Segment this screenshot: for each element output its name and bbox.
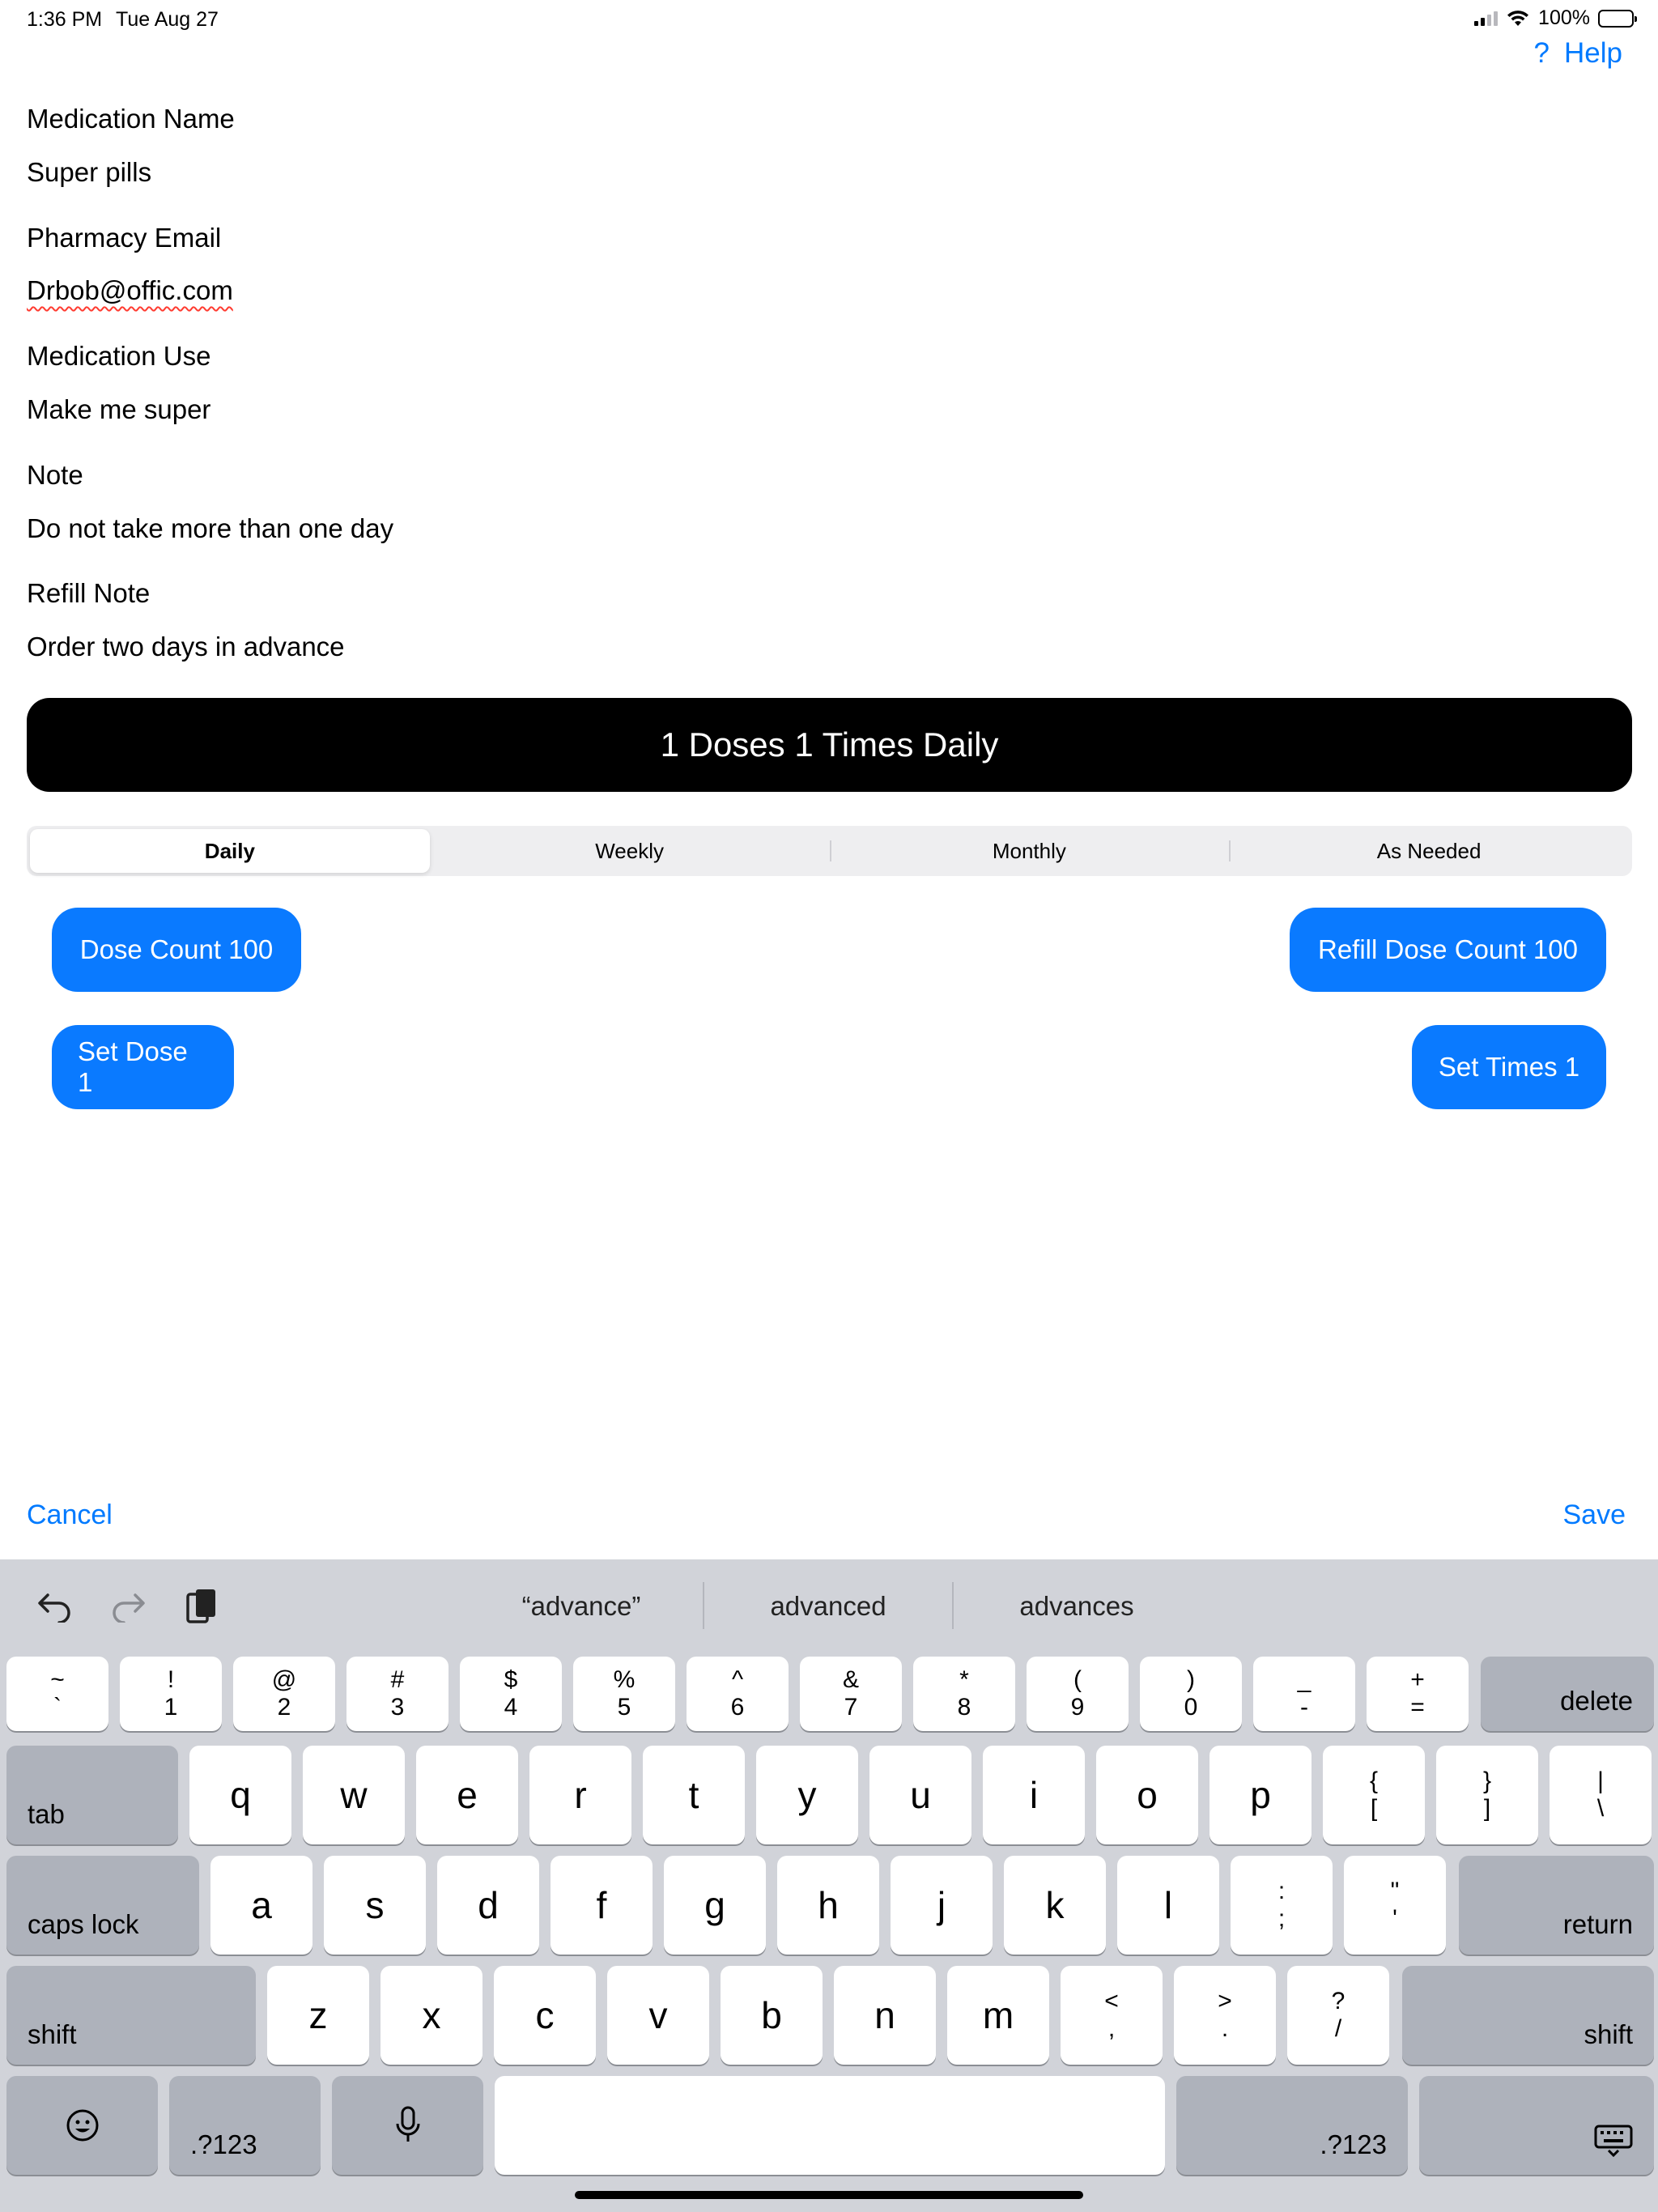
key-symbol-z-0[interactable] — [1061, 1966, 1163, 2065]
key-number-9[interactable] — [1027, 1657, 1129, 1731]
help-button[interactable] — [1534, 37, 1622, 70]
key-number-10[interactable] — [1140, 1657, 1242, 1731]
key-w[interactable] — [303, 1746, 405, 1844]
key-number-0-label: ` — [53, 1694, 62, 1721]
key-u-label: u — [910, 1774, 931, 1816]
key-z[interactable] — [267, 1966, 369, 2065]
pharmacy-email-label: Pharmacy Email — [27, 223, 222, 253]
key-b-label: b — [761, 1994, 782, 2036]
key-number-7-shift-label: & — [842, 1665, 859, 1693]
key-number-11-label: - — [1300, 1694, 1308, 1721]
note-label: Note — [27, 460, 83, 490]
cancel-button[interactable]: Cancel — [27, 1499, 113, 1530]
key-number-4[interactable] — [460, 1657, 562, 1731]
space-key[interactable] — [495, 2076, 1165, 2175]
key-g[interactable] — [664, 1856, 766, 1955]
key-r-label: r — [574, 1774, 587, 1816]
key-symbol-q-0[interactable] — [1323, 1746, 1425, 1844]
numbers-key-left[interactable]: .?123 — [169, 2076, 321, 2175]
shift-right-key[interactable]: shift — [1402, 1966, 1654, 2065]
numbers-key-right[interactable]: .?123 — [1176, 2076, 1408, 2175]
tab-daily[interactable]: Daily — [30, 829, 430, 873]
key-n[interactable] — [834, 1966, 936, 2065]
refill-dose-count-button[interactable]: Refill Dose Count 100 — [1290, 908, 1606, 992]
status-date: Tue Aug 27 — [116, 8, 219, 31]
suggestion-3[interactable]: advances — [1019, 1591, 1134, 1621]
status-time: 1:36 PM — [27, 8, 103, 31]
delete-key[interactable]: delete — [1481, 1657, 1654, 1731]
key-c-label: c — [535, 1994, 555, 2036]
key-t-label: t — [688, 1774, 699, 1816]
key-number-10-label: 0 — [1184, 1694, 1198, 1721]
key-number-8[interactable] — [913, 1657, 1015, 1731]
medication-name-field[interactable]: Super pills — [27, 157, 152, 187]
dismiss-keyboard-key[interactable] — [1419, 2076, 1654, 2175]
medication-name-label: Medication Name — [27, 104, 235, 134]
key-number-11[interactable] — [1253, 1657, 1355, 1731]
save-button[interactable]: Save — [1562, 1499, 1626, 1530]
key-p-label: p — [1250, 1774, 1271, 1816]
frequency-segmented-control — [27, 826, 1632, 876]
key-b[interactable] — [721, 1966, 823, 2065]
key-symbol-q-2-label: \ — [1596, 1795, 1605, 1822]
key-f[interactable] — [551, 1856, 653, 1955]
key-d[interactable] — [437, 1856, 539, 1955]
redo-icon[interactable] — [105, 1584, 151, 1629]
key-number-5-label: 5 — [617, 1694, 631, 1721]
home-indicator — [575, 2191, 1083, 2199]
key-number-6[interactable] — [687, 1657, 789, 1731]
key-k-label: k — [1045, 1884, 1065, 1926]
key-y[interactable] — [756, 1746, 858, 1844]
key-h[interactable] — [777, 1856, 879, 1955]
key-x-label: x — [422, 1994, 441, 2036]
suggestion-2[interactable]: advanced — [770, 1591, 886, 1621]
key-symbol-q-2-shift-label: | — [1597, 1767, 1604, 1794]
key-number-1[interactable] — [120, 1657, 222, 1731]
key-r[interactable] — [529, 1746, 631, 1844]
emoji-key[interactable] — [6, 2076, 158, 2175]
key-m-label: m — [982, 1994, 1014, 2036]
key-symbol-q-1[interactable] — [1436, 1746, 1538, 1844]
key-j[interactable] — [891, 1856, 993, 1955]
key-q[interactable] — [189, 1746, 291, 1844]
status-indicators — [1474, 6, 1634, 30]
key-symbol-z-0-shift-label: < — [1104, 1987, 1119, 2014]
tab-monthly[interactable]: Monthly — [830, 829, 1230, 873]
key-f-label: f — [596, 1884, 607, 1926]
key-i[interactable] — [983, 1746, 1085, 1844]
medication-use-label: Medication Use — [27, 341, 211, 371]
key-number-4-shift-label: $ — [504, 1665, 518, 1693]
key-u[interactable] — [869, 1746, 971, 1844]
undo-icon[interactable] — [32, 1584, 78, 1629]
key-number-6-shift-label: ^ — [731, 1665, 744, 1693]
key-number-5[interactable] — [573, 1657, 675, 1731]
key-symbol-z-0-label: , — [1107, 2015, 1116, 2042]
paste-icon[interactable] — [180, 1584, 225, 1629]
wifi-icon — [1506, 10, 1530, 28]
pharmacy-email-field[interactable]: Drbob@offic.com — [27, 275, 233, 305]
battery-percent: 100% — [1538, 6, 1590, 29]
tab-key[interactable]: tab — [6, 1746, 178, 1844]
battery-icon — [1598, 10, 1634, 28]
key-d-label: d — [478, 1884, 499, 1926]
dictation-key[interactable] — [332, 2076, 483, 2175]
key-a[interactable] — [210, 1856, 312, 1955]
refill-note-field[interactable]: Order two days in advance — [27, 632, 345, 661]
key-symbol-q-2[interactable] — [1550, 1746, 1652, 1844]
key-number-2-label: 2 — [277, 1694, 291, 1721]
status-bar — [0, 0, 1658, 40]
key-x[interactable] — [380, 1966, 483, 2065]
key-symbol-a-1-label: ' — [1392, 1905, 1397, 1932]
caps-lock-key[interactable]: caps lock — [6, 1856, 199, 1955]
key-number-5-shift-label: % — [613, 1665, 636, 1693]
key-j-label: j — [937, 1884, 946, 1926]
shift-left-key[interactable]: shift — [6, 1966, 256, 2065]
key-number-1-label: 1 — [164, 1694, 178, 1721]
key-s-label: s — [365, 1884, 385, 1926]
key-number-3[interactable] — [346, 1657, 449, 1731]
tab-weekly[interactable]: Weekly — [595, 838, 665, 863]
set-times-button[interactable]: Set Times 1 — [1412, 1025, 1606, 1109]
key-g-label: g — [704, 1884, 725, 1926]
key-e[interactable] — [416, 1746, 518, 1844]
key-q-label: q — [230, 1774, 251, 1816]
on-screen-keyboard — [0, 1559, 1658, 2212]
keyboard-dismiss-icon — [1594, 2125, 1633, 2157]
key-symbol-z-1-label: . — [1221, 2015, 1229, 2042]
key-symbol-a-0-label: ; — [1278, 1905, 1286, 1932]
key-i-label: i — [1029, 1774, 1039, 1816]
key-l-label: l — [1163, 1884, 1173, 1926]
key-symbol-a-0[interactable] — [1231, 1856, 1333, 1955]
key-k[interactable] — [1004, 1856, 1106, 1955]
key-symbol-q-1-shift-label: } — [1482, 1767, 1492, 1794]
key-symbol-z-2-label: / — [1334, 2015, 1342, 2042]
key-o[interactable] — [1096, 1746, 1198, 1844]
key-t[interactable] — [643, 1746, 745, 1844]
emoji-icon — [66, 2108, 100, 2142]
refill-note-label: Refill Note — [27, 578, 151, 608]
key-number-10-shift-label: ) — [1187, 1665, 1195, 1693]
key-number-6-label: 6 — [730, 1694, 745, 1721]
key-number-2[interactable] — [233, 1657, 335, 1731]
dose-summary-banner: 1 Doses 1 Times Daily — [27, 698, 1632, 792]
key-symbol-z-2-shift-label: ? — [1331, 1987, 1346, 2014]
key-number-0[interactable] — [6, 1657, 108, 1731]
key-symbol-a-0-shift-label: : — [1278, 1877, 1286, 1904]
key-symbol-a-1-shift-label: " — [1390, 1877, 1400, 1904]
key-symbol-z-1[interactable] — [1174, 1966, 1276, 2065]
tab-as-needed[interactable]: As Needed — [1229, 829, 1629, 873]
dose-count-button[interactable]: Dose Count 100 — [52, 908, 301, 992]
key-c[interactable] — [494, 1966, 596, 2065]
set-dose-button[interactable]: Set Dose 1 — [52, 1025, 234, 1109]
microphone-icon — [394, 2106, 422, 2145]
key-number-0-shift-label: ~ — [50, 1665, 65, 1693]
key-e-label: e — [457, 1774, 478, 1816]
key-m[interactable] — [947, 1966, 1049, 2065]
key-number-4-label: 4 — [504, 1694, 518, 1721]
key-symbol-q-1-label: ] — [1483, 1795, 1491, 1822]
key-number-12-label: = — [1410, 1694, 1425, 1721]
key-number-8-label: 8 — [957, 1694, 971, 1721]
help-label: Help — [1564, 37, 1622, 69]
key-n-label: n — [874, 1994, 895, 2036]
medication-use-field[interactable]: Make me super — [27, 394, 211, 424]
return-key[interactable]: return — [1459, 1856, 1654, 1955]
key-number-2-shift-label: @ — [271, 1665, 297, 1693]
key-number-12-shift-label: + — [1410, 1665, 1425, 1693]
key-number-3-shift-label: # — [390, 1665, 405, 1693]
key-symbol-z-2[interactable] — [1287, 1966, 1389, 2065]
suggestion-1[interactable]: “advance” — [521, 1591, 641, 1621]
key-number-9-label: 9 — [1070, 1694, 1085, 1721]
key-v-label: v — [648, 1994, 668, 2036]
key-w-label: w — [340, 1774, 368, 1816]
key-s[interactable] — [324, 1856, 426, 1955]
key-number-7[interactable] — [800, 1657, 902, 1731]
key-a-label: a — [251, 1884, 272, 1926]
key-symbol-z-1-shift-label: > — [1218, 1987, 1232, 2014]
key-number-11-shift-label: _ — [1297, 1665, 1312, 1693]
key-number-9-shift-label: ( — [1073, 1665, 1082, 1693]
key-number-12[interactable] — [1367, 1657, 1469, 1731]
keyboard-suggestion-bar — [0, 1559, 1658, 1648]
question-icon: ? — [1533, 37, 1550, 69]
note-field[interactable]: Do not take more than one day — [27, 513, 394, 543]
key-symbol-a-1[interactable] — [1344, 1856, 1446, 1955]
key-z-label: z — [308, 1994, 328, 2036]
key-symbol-q-0-label: [ — [1370, 1795, 1378, 1822]
key-y-label: y — [797, 1774, 817, 1816]
key-o-label: o — [1137, 1774, 1158, 1816]
key-number-7-label: 7 — [844, 1694, 858, 1721]
key-symbol-q-0-shift-label: { — [1369, 1767, 1379, 1794]
key-p[interactable] — [1209, 1746, 1312, 1844]
key-l[interactable] — [1117, 1856, 1219, 1955]
key-number-8-shift-label: * — [959, 1665, 969, 1693]
cellular-signal-icon — [1474, 11, 1498, 26]
key-v[interactable] — [607, 1966, 709, 2065]
key-number-1-shift-label: ! — [167, 1665, 175, 1693]
key-h-label: h — [818, 1884, 839, 1926]
key-number-3-label: 3 — [390, 1694, 405, 1721]
